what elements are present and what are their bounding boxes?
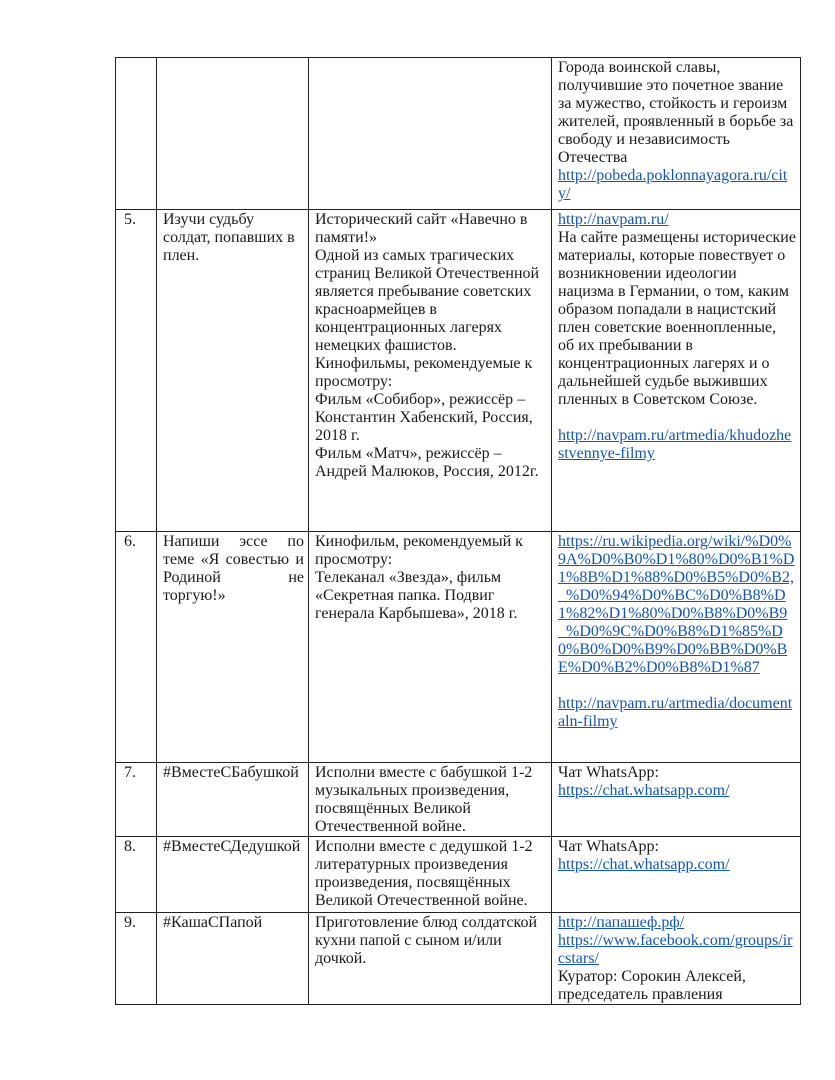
task-title-cell: Изучи судьбу солдат, попавших в плен. <box>157 210 309 532</box>
resource-link-row <box>558 211 796 229</box>
cell-text: Приготовление блюд солдатской кухни папой с сыном и/или дочкой. <box>315 914 538 967</box>
resource-link-row <box>558 856 796 874</box>
cell-text: Телеканал «Звезда», фильм «Секретная папка. Подвиг генерала Карбышева», 2018 г. <box>315 569 518 622</box>
hyperlink[interactable]: http://navpam.ru/artmedia/khudozhestvennye-filmy <box>558 427 792 462</box>
task-description-cell <box>309 763 552 837</box>
cell-text: Чат WhatsApp: <box>558 764 659 781</box>
cell-text: Кинофильмы, рекомендуемые к просмотру: <box>315 355 533 390</box>
hyperlink[interactable]: https://www.facebook.com/groups/ircstars/ <box>558 932 793 967</box>
resources-cell <box>552 763 801 837</box>
cell-text: На сайте размещены исторические материалы, которые повествует о возникновении идеологии нацизма в Германии, о том, каким образом попадали в нацистский плен советские военнопленные, об их пребывании в концентрационных лагерях и о дальнейшей судьбе выживших пленных в Советском Союзе. <box>558 229 796 408</box>
hyperlink[interactable]: http://navpam.ru/ <box>558 211 669 228</box>
row-number-cell: 8. <box>116 837 157 913</box>
table-row <box>116 837 801 913</box>
hyperlink[interactable]: https://chat.whatsapp.com/ <box>558 782 730 799</box>
resources-cell <box>552 913 801 1005</box>
task-description-cell <box>309 58 552 210</box>
cell-text: Фильм «Собибор», режиссёр – Константин Хабенский, Россия, 2018 г. <box>315 391 533 444</box>
cell-text: Исторический сайт «Навечно в памяти!» <box>315 211 528 246</box>
row-number-cell: 6. <box>116 532 157 763</box>
table-row <box>116 763 801 837</box>
task-description-cell <box>309 837 552 913</box>
cell-text: Исполни вместе с дедушкой 1-2 литературных произведения произведения, посвящённых Великой Отечественной войне. <box>315 838 533 909</box>
tasks-table-body <box>116 58 801 1005</box>
task-title-cell <box>157 58 309 210</box>
hyperlink[interactable]: http://navpam.ru/artmedia/documentaln-filmy <box>558 695 793 730</box>
resources-cell <box>552 58 801 210</box>
task-description-cell <box>309 532 552 763</box>
table-row <box>116 913 801 1005</box>
task-title-cell: #КашаСПапой <box>157 913 309 1005</box>
hyperlink[interactable]: https://chat.whatsapp.com/ <box>558 856 730 873</box>
resources-cell <box>552 210 801 532</box>
resource-link-row <box>558 533 796 677</box>
paragraph-gap <box>558 409 796 427</box>
table-row <box>116 532 801 763</box>
row-number-cell: 5. <box>116 210 157 532</box>
cell-text: Фильм «Матч», режиссёр – Андрей Малюков, Россия, 2012г. <box>315 445 539 480</box>
resources-cell <box>552 837 801 913</box>
task-title-cell: #ВместеСБабушкой <box>157 763 309 837</box>
resources-cell <box>552 532 801 763</box>
table-row <box>116 210 801 532</box>
resource-link-row <box>558 167 796 203</box>
cell-text: Кинофильм, рекомендуемый к просмотру: <box>315 533 523 568</box>
hyperlink[interactable]: http://pobeda.poklonnayagora.ru/city/ <box>558 167 788 202</box>
cell-text: Города воинской славы, получившие это почетное звание за мужество, стойкость и героизм жителей, проявленный в борьбе за свободу и независимость Отечества <box>558 59 794 166</box>
cell-text: Одной из самых трагических страниц Великой Отечественной является пребывание советских красноармейцев в концентрационных лагерях немецких фашистов. <box>315 247 540 354</box>
resource-link-row <box>558 427 796 463</box>
cell-text: Чат WhatsApp: <box>558 838 659 855</box>
resource-link-row <box>558 782 796 800</box>
task-title-cell: #ВместеСДедушкой <box>157 837 309 913</box>
row-number-cell: 9. <box>116 913 157 1005</box>
row-number-cell <box>116 58 157 210</box>
hyperlink[interactable]: http://папашеф.рф/ <box>558 914 685 931</box>
cell-text: Куратор: Сорокин Алексей, председатель правления <box>558 968 746 1003</box>
tasks-table <box>115 57 801 1005</box>
table-row <box>116 58 801 210</box>
resource-link-row <box>558 914 796 932</box>
row-number-cell: 7. <box>116 763 157 837</box>
task-description-cell <box>309 913 552 1005</box>
resource-link-row <box>558 695 796 731</box>
resource-link-row <box>558 932 796 968</box>
hyperlink[interactable]: https://ru.wikipedia.org/wiki/%D0%9A%D0%B0%D1%80%D0%B1%D1%8B%D1%88%D0%B5%D0%B2,_%D0%94%D0%BC%D0%B8%D1%82%D1%80%D0%B8%D0%B9_%D0%9C%D0%B8%D1%85%D0%B0%D0%B9%D0%BB%D0%BE%D0%B2%D0%B8%D1%87 <box>558 533 795 676</box>
task-title-cell: Напиши эссе по теме «Я совестью и Родиной не торгую!» <box>157 532 309 763</box>
cell-text: Исполни вместе с бабушкой 1-2 музыкальных произведения, посвящённых Великой Отечественной войне. <box>315 764 533 835</box>
paragraph-gap <box>558 677 796 695</box>
task-description-cell <box>309 210 552 532</box>
